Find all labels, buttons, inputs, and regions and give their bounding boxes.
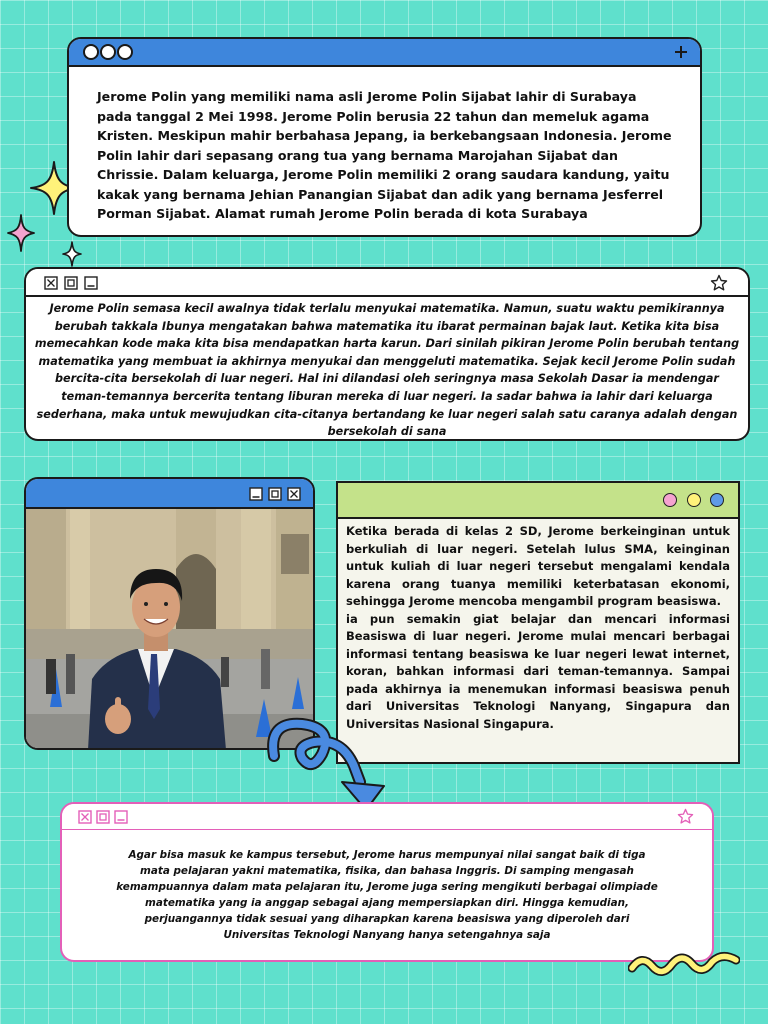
sparkle-icon: [61, 240, 83, 268]
close-icon[interactable]: [78, 810, 92, 824]
scholarship-window: [336, 481, 740, 764]
close-icon[interactable]: [287, 487, 301, 501]
yellow-dot-icon[interactable]: [687, 493, 701, 507]
squiggle-decoration: [628, 950, 740, 978]
window-dot-icon: [117, 44, 133, 60]
maximize-icon[interactable]: [96, 810, 110, 824]
scholarship-paragraph-2: ia pun semakin giat belajar dan mencari informasi Beasiswa di luar negeri. Jerome mulai mencari berbagai informasi tentang beasiswa ke luar negeri lewat internet, koran, bahkan informasi dari teman-temannya. Sampai pada akhirnya ia menemukan informasi beasiswa penuh dari Universitas Teknologi Nanyang, Singapura dan Universitas Nasional Singapura.: [346, 611, 730, 731]
childhood-window: [24, 267, 750, 441]
university-text: Agar bisa masuk ke kampus tersebut, Jerome harus mempunyai nilai sangat baik di tiga mata pelajaran yakni matematika, fisika, dan bahasa Inggris. Di samping mengasah kemampuannya dalam mata pelajaran itu, Jerome juga sering mengikuti berbagai olimpiade matematika yang ia anggap sebagai ajang mempersiapkan diri. Hingga kemudian, perjuangannya tidak sesuai yang diharapkan karena beasiswa yang diperoleh dari Universitas Teknologi Nanyang hanya setengahnya saja: [116, 849, 658, 941]
close-icon[interactable]: [44, 276, 58, 290]
maximize-icon[interactable]: [268, 487, 282, 501]
university-window: [60, 802, 714, 962]
intro-window: [67, 37, 702, 237]
star-icon[interactable]: [710, 274, 728, 292]
jerome-photo: [26, 509, 313, 750]
star-icon[interactable]: [677, 808, 694, 825]
sparkle-icon: [6, 213, 36, 253]
photo-window: [24, 477, 315, 750]
university-window-titlebar: [62, 804, 712, 830]
minimize-icon[interactable]: [249, 487, 263, 501]
photo-window-titlebar: [26, 479, 313, 509]
minimize-icon[interactable]: [84, 276, 98, 290]
scholarship-text: [338, 519, 738, 733]
plus-icon[interactable]: [674, 45, 688, 59]
window-dot-icon: [83, 44, 99, 60]
curved-arrow-icon: [262, 716, 392, 816]
scholarship-paragraph-1: Ketika berada di kelas 2 SD, Jerome berkeinginan untuk berkuliah di luar negeri. Setelah lulus SMA, keinginan untuk kuliah di luar negeri tersebut mengalami kendala karena orang tuanya memiliki keterbatasan ekonomi, sehingga Jerome mencoba mengambil program beasiswa.: [346, 524, 730, 608]
pink-dot-icon[interactable]: [663, 493, 677, 507]
intro-window-titlebar: [69, 39, 700, 67]
childhood-text: Jerome Polin semasa kecil awalnya tidak terlalu menyukai matematika. Namun, suatu waktu pemikirannya berubah takkala Ibunya mengatakan bahwa matematika itu ibarat permainan bajak laut. Ketika kita bisa memecahkan kode maka kita bisa mendapatkan harta karun. Dari sinilah pikiran Jerome Polin berubah tentang matematika yang membuat ia akhirnya menyukai dan menggeluti matematika. Sejak kecil Jerome Polin sudah bercita-cita bersekolah di luar negeri. Hal ini dilandasi oleh seringnya masa Sekolah Dasar ia mendengar teman-temannya bercerita tentang liburan mereka di luar negeri. Ia sadar bahwa ia lahir dari keluarga sederhana, maka untuk mewujudkan cita-citanya bertandang ke luar negeri salah satu caranya adalah dengan bersekolah di sana: [34, 302, 740, 439]
scholarship-window-titlebar: [338, 483, 738, 519]
intro-text: Jerome Polin yang memiliki nama asli Jerome Polin Sijabat lahir di Surabaya pada tanggal 2 Mei 1998. Jerome Polin berusia 22 tahun dan memeluk agama Kristen. Meskipun mahir berbahasa Jepang, ia berkebangsaan Indonesia. Jerome Polin lahir dari sepasang orang tua yang bernama Marojahan Sijabat dan Chrissie. Dalam keluarga, Jerome Polin memiliki 2 orang saudara kandung, yaitu kakak yang bernama Jehian Panangian Sijabat dan adik yang bernama Jesferrel Porman Sijabat. Alamat rumah Jerome Polin berada di kota Surabaya: [97, 89, 672, 221]
maximize-icon[interactable]: [64, 276, 78, 290]
window-dot-icon: [100, 44, 116, 60]
blue-dot-icon[interactable]: [710, 493, 724, 507]
minimize-icon[interactable]: [114, 810, 128, 824]
childhood-window-titlebar: [26, 269, 748, 297]
